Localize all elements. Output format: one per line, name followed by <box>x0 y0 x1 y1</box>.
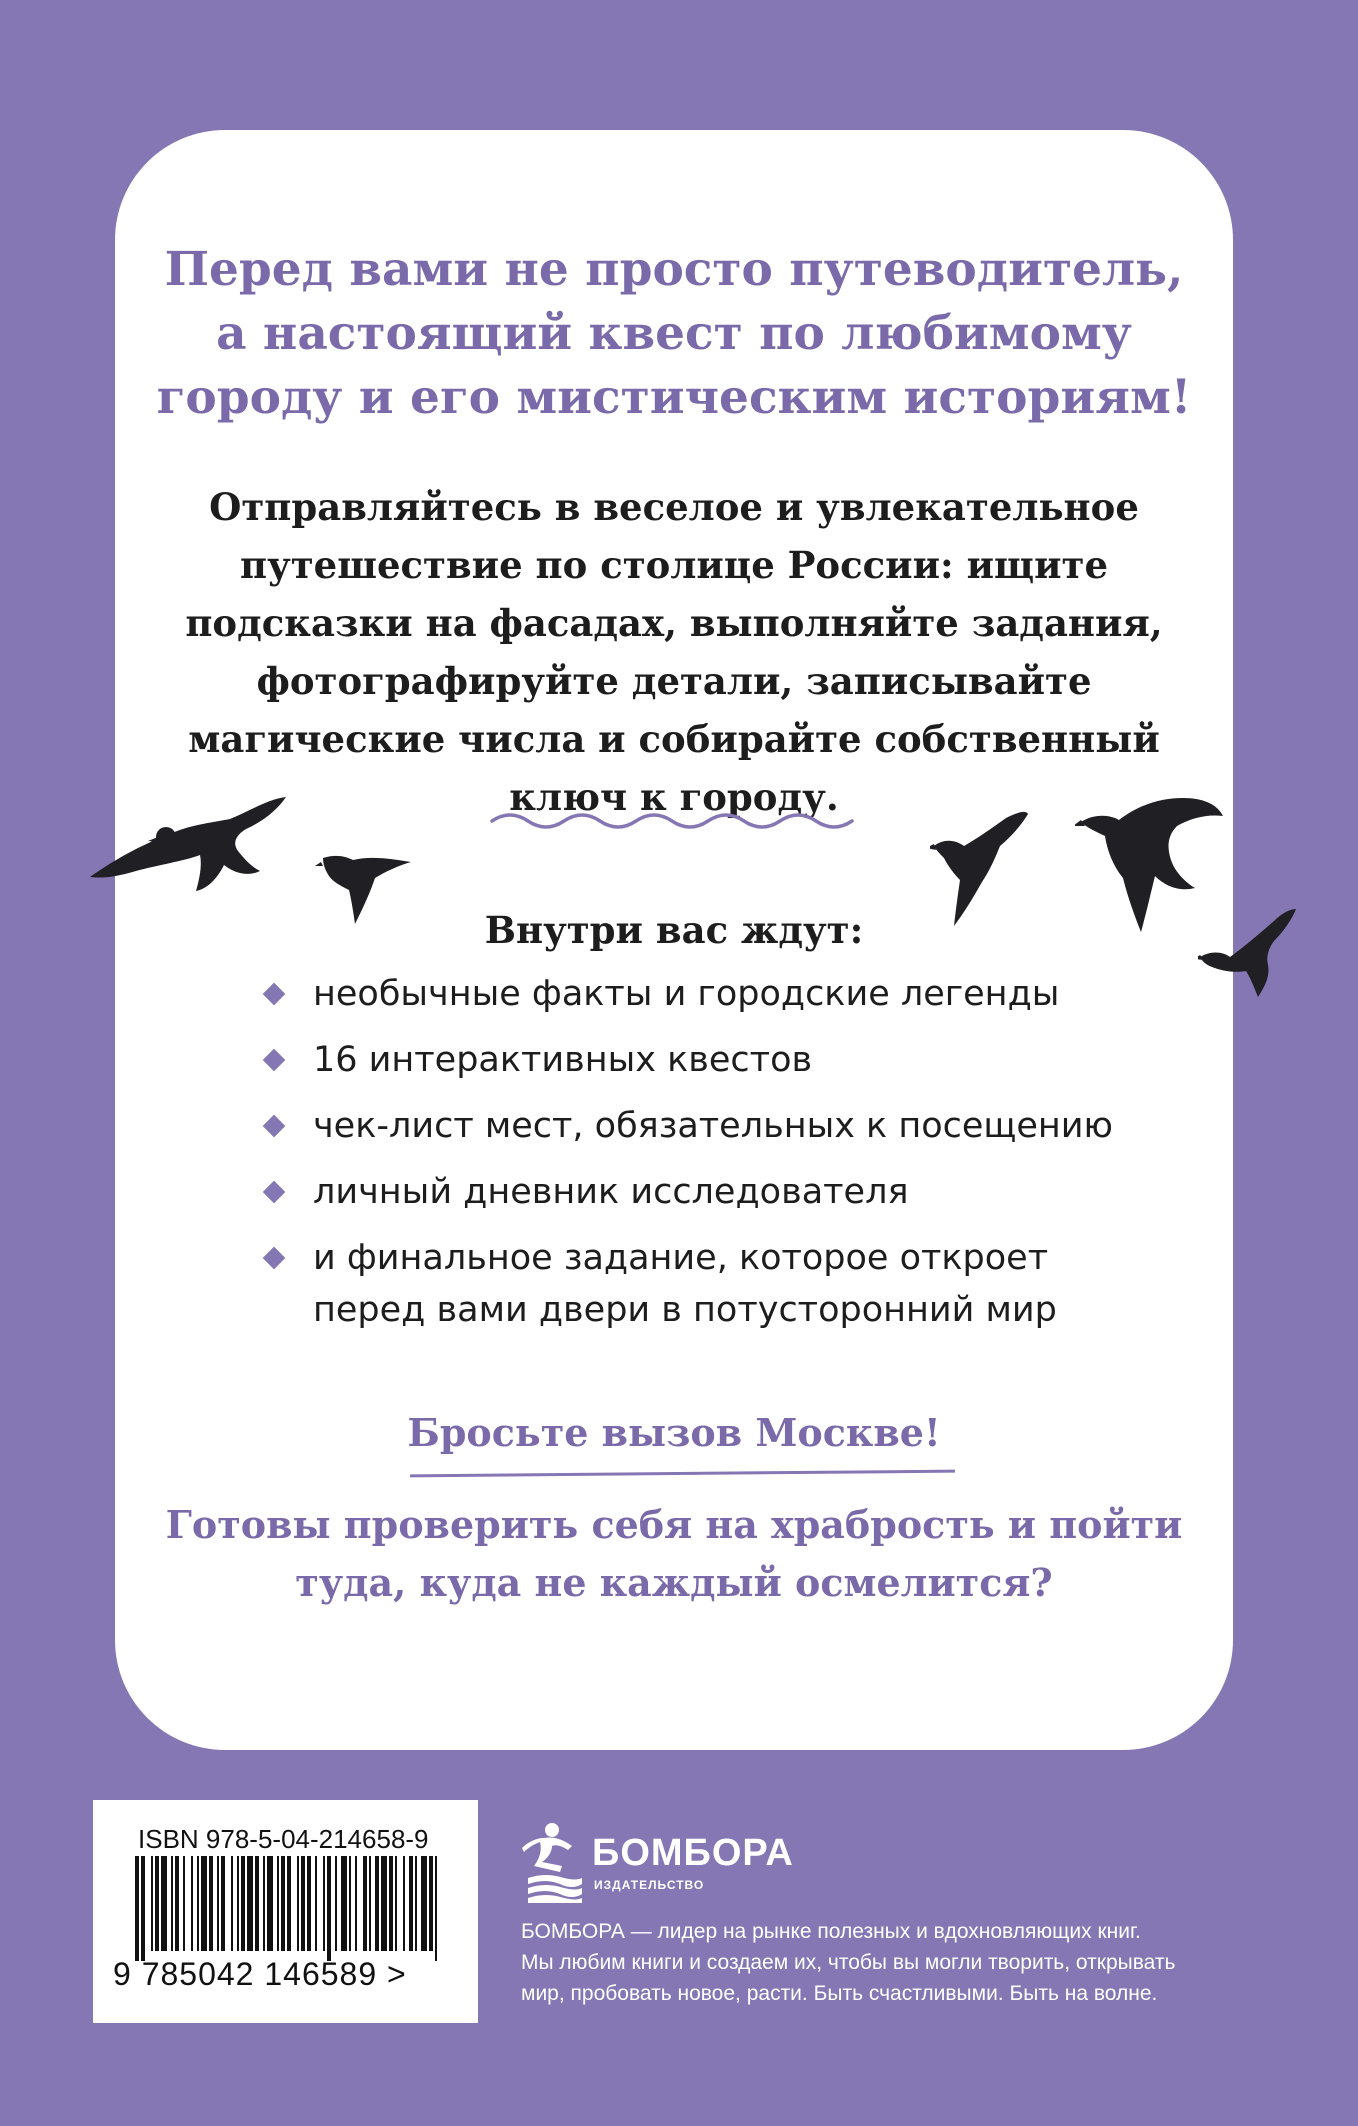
barcode-bar <box>277 1856 279 1951</box>
barcode-bar <box>307 1856 311 1951</box>
wavy-line-icon <box>488 807 868 831</box>
barcode-bar <box>363 1856 367 1951</box>
ean-digits: 9 785042 146589 > <box>113 1956 407 1992</box>
barcode-bar <box>287 1856 291 1951</box>
barcode-bar <box>415 1856 417 1951</box>
barcode-bar <box>341 1856 347 1951</box>
barcode-bar <box>247 1856 253 1951</box>
barcode-bar <box>255 1856 259 1951</box>
barcode-bar <box>241 1856 245 1951</box>
barcode-bar <box>297 1856 299 1951</box>
barcode-bar <box>355 1856 357 1951</box>
barcode-icon <box>133 1856 443 1961</box>
intro-line: Перед вами не просто путеводитель, <box>164 242 1184 297</box>
barcode-bar <box>421 1856 427 1951</box>
list-item-text: перед вами двери в потусторонний мир <box>313 1290 1057 1330</box>
list-item <box>258 968 1113 1020</box>
slogan-line: Мы любим книги и создаем их, чтобы вы могли творить, открывать <box>521 1951 1176 1974</box>
barcode-bar <box>375 1856 379 1951</box>
intro-text <box>115 238 1233 430</box>
inside-title: Внутри вас ждут: <box>484 908 864 952</box>
barcode-bar <box>435 1856 437 1961</box>
challenge-headline: Бросьте вызов Москве! <box>407 1410 941 1455</box>
barcode-bar <box>267 1856 273 1951</box>
intro-line: а настоящий квест по любимому <box>216 306 1132 361</box>
list-item-text: 16 интерактивных квестов <box>313 1040 813 1080</box>
diamond-bullet-icon <box>263 1049 286 1072</box>
list-item <box>258 1166 1113 1218</box>
barcode-bar <box>171 1856 173 1951</box>
barcode-bar <box>301 1856 305 1951</box>
isbn-label: ISBN 978-5-04-214658-9 <box>138 1824 429 1854</box>
intro-line: городу и его мистическим историям! <box>156 370 1192 425</box>
challenge-question <box>115 1496 1233 1612</box>
barcode-bar <box>349 1856 351 1951</box>
description-line: фотографируйте детали, записывайте <box>256 659 1092 703</box>
barcode-bar <box>315 1856 317 1951</box>
barcode-bar <box>335 1856 337 1951</box>
barcode-bar <box>381 1856 387 1951</box>
diamond-bullet-icon <box>263 983 286 1006</box>
barcode-bar <box>409 1856 413 1951</box>
barcode-bar <box>191 1856 193 1951</box>
diamond-bullet-icon <box>263 1115 286 1138</box>
crow-silhouette-icon <box>88 785 288 895</box>
barcode-bar <box>209 1856 213 1951</box>
barcode-bar <box>231 1856 233 1951</box>
barcode-bar <box>161 1856 167 1951</box>
barcode-bar <box>217 1856 219 1951</box>
barcode-bar <box>221 1856 225 1951</box>
description-line: ключ к городу. <box>509 775 839 819</box>
barcode-bar <box>395 1856 397 1951</box>
barcode-bar <box>135 1856 139 1961</box>
barcode-bar <box>151 1856 153 1951</box>
publisher-name: БОМБОРА <box>592 1832 794 1874</box>
barcode-bar <box>263 1856 265 1951</box>
description-line: путешествие по столице России: ищите <box>239 543 1108 587</box>
slogan-line: мир, пробовать новое, расти. Быть счастливыми. Быть на волне. <box>521 1982 1158 2005</box>
question-line: Готовы проверить себя на храбрость и пойти <box>165 1502 1183 1547</box>
feature-list <box>258 968 1113 1350</box>
description-text <box>115 478 1233 826</box>
description-line: Отправляйтесь в веселое и увлекательное <box>209 485 1139 529</box>
barcode-bar <box>369 1856 371 1951</box>
bombora-figure-icon <box>522 1822 584 1904</box>
barcode-bar <box>281 1856 285 1951</box>
diamond-bullet-icon <box>263 1181 286 1204</box>
barcode-bar <box>389 1856 393 1951</box>
barcode-bar <box>197 1856 199 1951</box>
barcode-bar <box>183 1856 185 1951</box>
barcode-bar <box>175 1856 179 1951</box>
diamond-bullet-icon <box>263 1247 286 1270</box>
barcode-bar <box>429 1856 433 1951</box>
barcode-bar <box>141 1856 145 1961</box>
barcode-bar <box>403 1856 405 1951</box>
publisher-slogan <box>521 1916 1175 2009</box>
list-item-text: необычные факты и городские легенды <box>313 974 1060 1014</box>
slogan-line: БОМБОРА — лидер на рынке полезных и вдохновляющих книг. <box>521 1920 1141 1943</box>
description-line: подсказки на фасадах, выполняйте задания, <box>185 601 1163 645</box>
list-item-text: чек-лист мест, обязательных к посещению <box>313 1106 1113 1146</box>
publisher-subtitle: ИЗДАТЕЛЬСТВО <box>594 1878 705 1892</box>
barcode-bar <box>327 1856 331 1961</box>
question-line: туда, куда не каждый осмелится? <box>295 1560 1053 1605</box>
list-item-text: личный дневник исследователя <box>313 1172 909 1212</box>
description-line: магические числа и собирайте собственный <box>188 717 1160 761</box>
barcode-bar <box>323 1856 325 1951</box>
list-item <box>258 1232 1113 1336</box>
barcode-bar <box>237 1856 239 1951</box>
barcode-panel <box>93 1800 478 2023</box>
barcode-bar <box>201 1856 207 1951</box>
list-item <box>258 1034 1113 1086</box>
list-item-text: и финальное задание, которое откроет <box>313 1238 1049 1278</box>
barcode-bar <box>155 1856 159 1951</box>
list-item <box>258 1100 1113 1152</box>
